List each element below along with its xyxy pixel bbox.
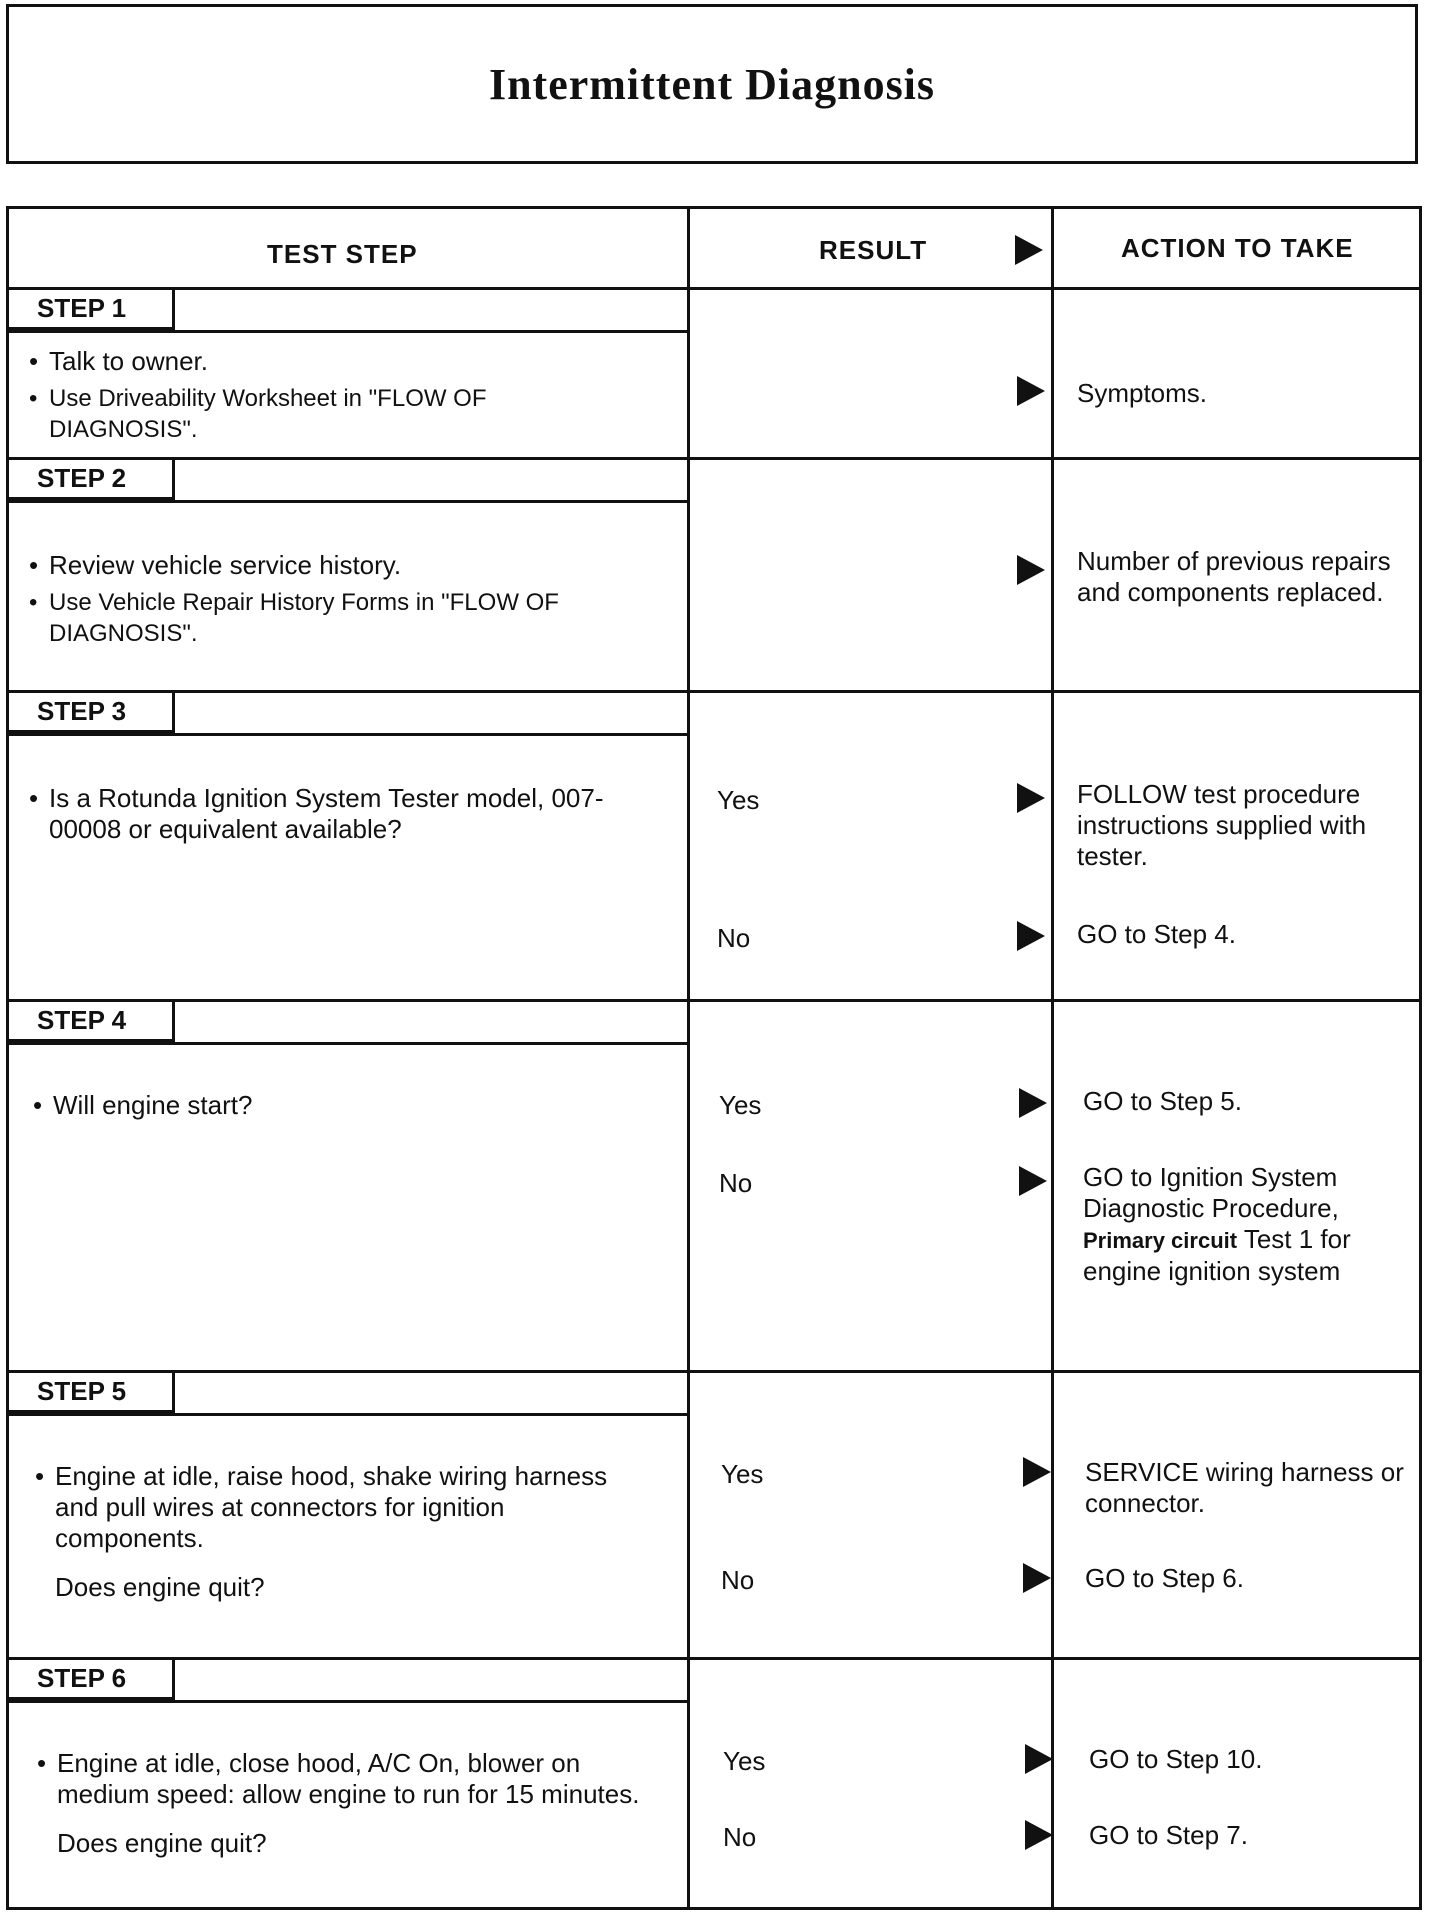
result-arrow-icon bbox=[1017, 783, 1045, 813]
step-label: STEP 4 bbox=[9, 1002, 175, 1042]
result-yes: Yes bbox=[721, 1459, 764, 1489]
step-row bbox=[9, 460, 1419, 690]
bullet-icon: • bbox=[29, 783, 39, 813]
action-text: Symptoms. bbox=[1077, 378, 1208, 408]
result-yes: Yes bbox=[719, 1090, 762, 1120]
result-no: No bbox=[717, 923, 751, 953]
step-row bbox=[9, 290, 1419, 457]
action-main: GO to Ignition System Diagnostic Procedure, bbox=[1083, 1162, 1339, 1223]
bullet-icon: • bbox=[37, 1748, 47, 1778]
step-row bbox=[9, 1002, 1419, 1370]
bullet-icon: • bbox=[29, 385, 38, 412]
step-bullet: Is a Rotunda Ignition System Tester model, 007-00008 or equivalent available? bbox=[49, 783, 604, 844]
step-label: STEP 3 bbox=[9, 693, 175, 733]
step-question: Does engine quit? bbox=[55, 1572, 265, 1602]
step-label-rule bbox=[9, 330, 687, 333]
bullet-icon: • bbox=[33, 1090, 43, 1120]
result-no: No bbox=[719, 1168, 753, 1198]
step-label-rule bbox=[9, 1413, 687, 1416]
action-text: FOLLOW test procedure instructions supplied with tester. bbox=[1077, 779, 1367, 871]
step-description bbox=[37, 1748, 647, 1859]
step-description bbox=[33, 1090, 653, 1121]
result-no: No bbox=[723, 1822, 757, 1852]
title-box bbox=[6, 4, 1418, 164]
action-text: GO to Step 10. bbox=[1089, 1744, 1263, 1774]
result-arrow-icon bbox=[1019, 1166, 1047, 1196]
header-action: ACTION TO TAKE bbox=[1121, 233, 1354, 263]
action-text: Number of previous repairs and components replaced. bbox=[1077, 546, 1391, 607]
result-arrow-icon bbox=[1017, 555, 1045, 585]
step-row bbox=[9, 1660, 1419, 1910]
action-tail: Test 1 for engine ignition system bbox=[1083, 1224, 1351, 1286]
step-row bbox=[9, 693, 1419, 999]
page-title: Intermittent Diagnosis bbox=[488, 59, 936, 109]
bullet-icon: • bbox=[29, 346, 39, 376]
step-description bbox=[29, 550, 649, 649]
result-arrow-icon bbox=[1025, 1820, 1053, 1850]
header-test-step: TEST STEP bbox=[267, 239, 418, 269]
result-arrow-icon bbox=[1017, 376, 1045, 406]
step-label-rule bbox=[9, 733, 687, 736]
result-arrow-icon bbox=[1023, 1457, 1051, 1487]
result-arrow-icon bbox=[1019, 1088, 1047, 1118]
step-label: STEP 2 bbox=[9, 460, 175, 500]
step-bullet: Use Vehicle Repair History Forms in "FLOW OF DIAGNOSIS". bbox=[49, 589, 559, 647]
action-bold: Primary circuit bbox=[1083, 1228, 1238, 1253]
step-bullet: Talk to owner. bbox=[49, 346, 208, 376]
step-row bbox=[9, 1373, 1419, 1657]
step-label-rule bbox=[9, 1042, 687, 1045]
action-text: GO to Step 4. bbox=[1077, 919, 1236, 949]
step-bullet: Use Driveability Worksheet in "FLOW OF DIAGNOSIS". bbox=[49, 385, 487, 443]
step-bullet: Engine at idle, close hood, A/C On, blower on medium speed: allow engine to run for 15 minutes. bbox=[57, 1748, 640, 1809]
result-yes: Yes bbox=[717, 785, 760, 815]
step-bullet: Review vehicle service history. bbox=[49, 550, 402, 580]
action-text: GO to Step 7. bbox=[1089, 1820, 1248, 1850]
bullet-icon: • bbox=[35, 1461, 45, 1491]
step-question: Does engine quit? bbox=[57, 1828, 267, 1858]
header-arrow-icon bbox=[1015, 235, 1043, 265]
step-description bbox=[29, 783, 649, 845]
step-label-rule bbox=[9, 500, 687, 503]
action-text: SERVICE wiring harness or connector. bbox=[1085, 1457, 1404, 1518]
diagnosis-table bbox=[6, 206, 1422, 1910]
result-arrow-icon bbox=[1017, 921, 1045, 951]
result-no: No bbox=[721, 1565, 755, 1595]
result-arrow-icon bbox=[1025, 1744, 1053, 1774]
step-bullet: Will engine start? bbox=[53, 1090, 253, 1120]
bullet-icon: • bbox=[29, 550, 39, 580]
action-text bbox=[1083, 1162, 1413, 1287]
action-text: GO to Step 5. bbox=[1083, 1086, 1242, 1116]
step-description bbox=[35, 1461, 645, 1603]
bullet-icon: • bbox=[29, 589, 38, 616]
step-bullet: Engine at idle, raise hood, shake wiring harness and pull wires at connectors for ignition components. bbox=[55, 1461, 608, 1553]
result-arrow-icon bbox=[1023, 1563, 1051, 1593]
step-description bbox=[29, 346, 649, 445]
step-label: STEP 6 bbox=[9, 1660, 175, 1700]
step-label-rule bbox=[9, 1700, 687, 1703]
step-label: STEP 1 bbox=[9, 290, 175, 330]
result-yes: Yes bbox=[723, 1746, 766, 1776]
header-result: RESULT bbox=[819, 235, 928, 265]
action-text: GO to Step 6. bbox=[1085, 1563, 1244, 1593]
step-label: STEP 5 bbox=[9, 1373, 175, 1413]
